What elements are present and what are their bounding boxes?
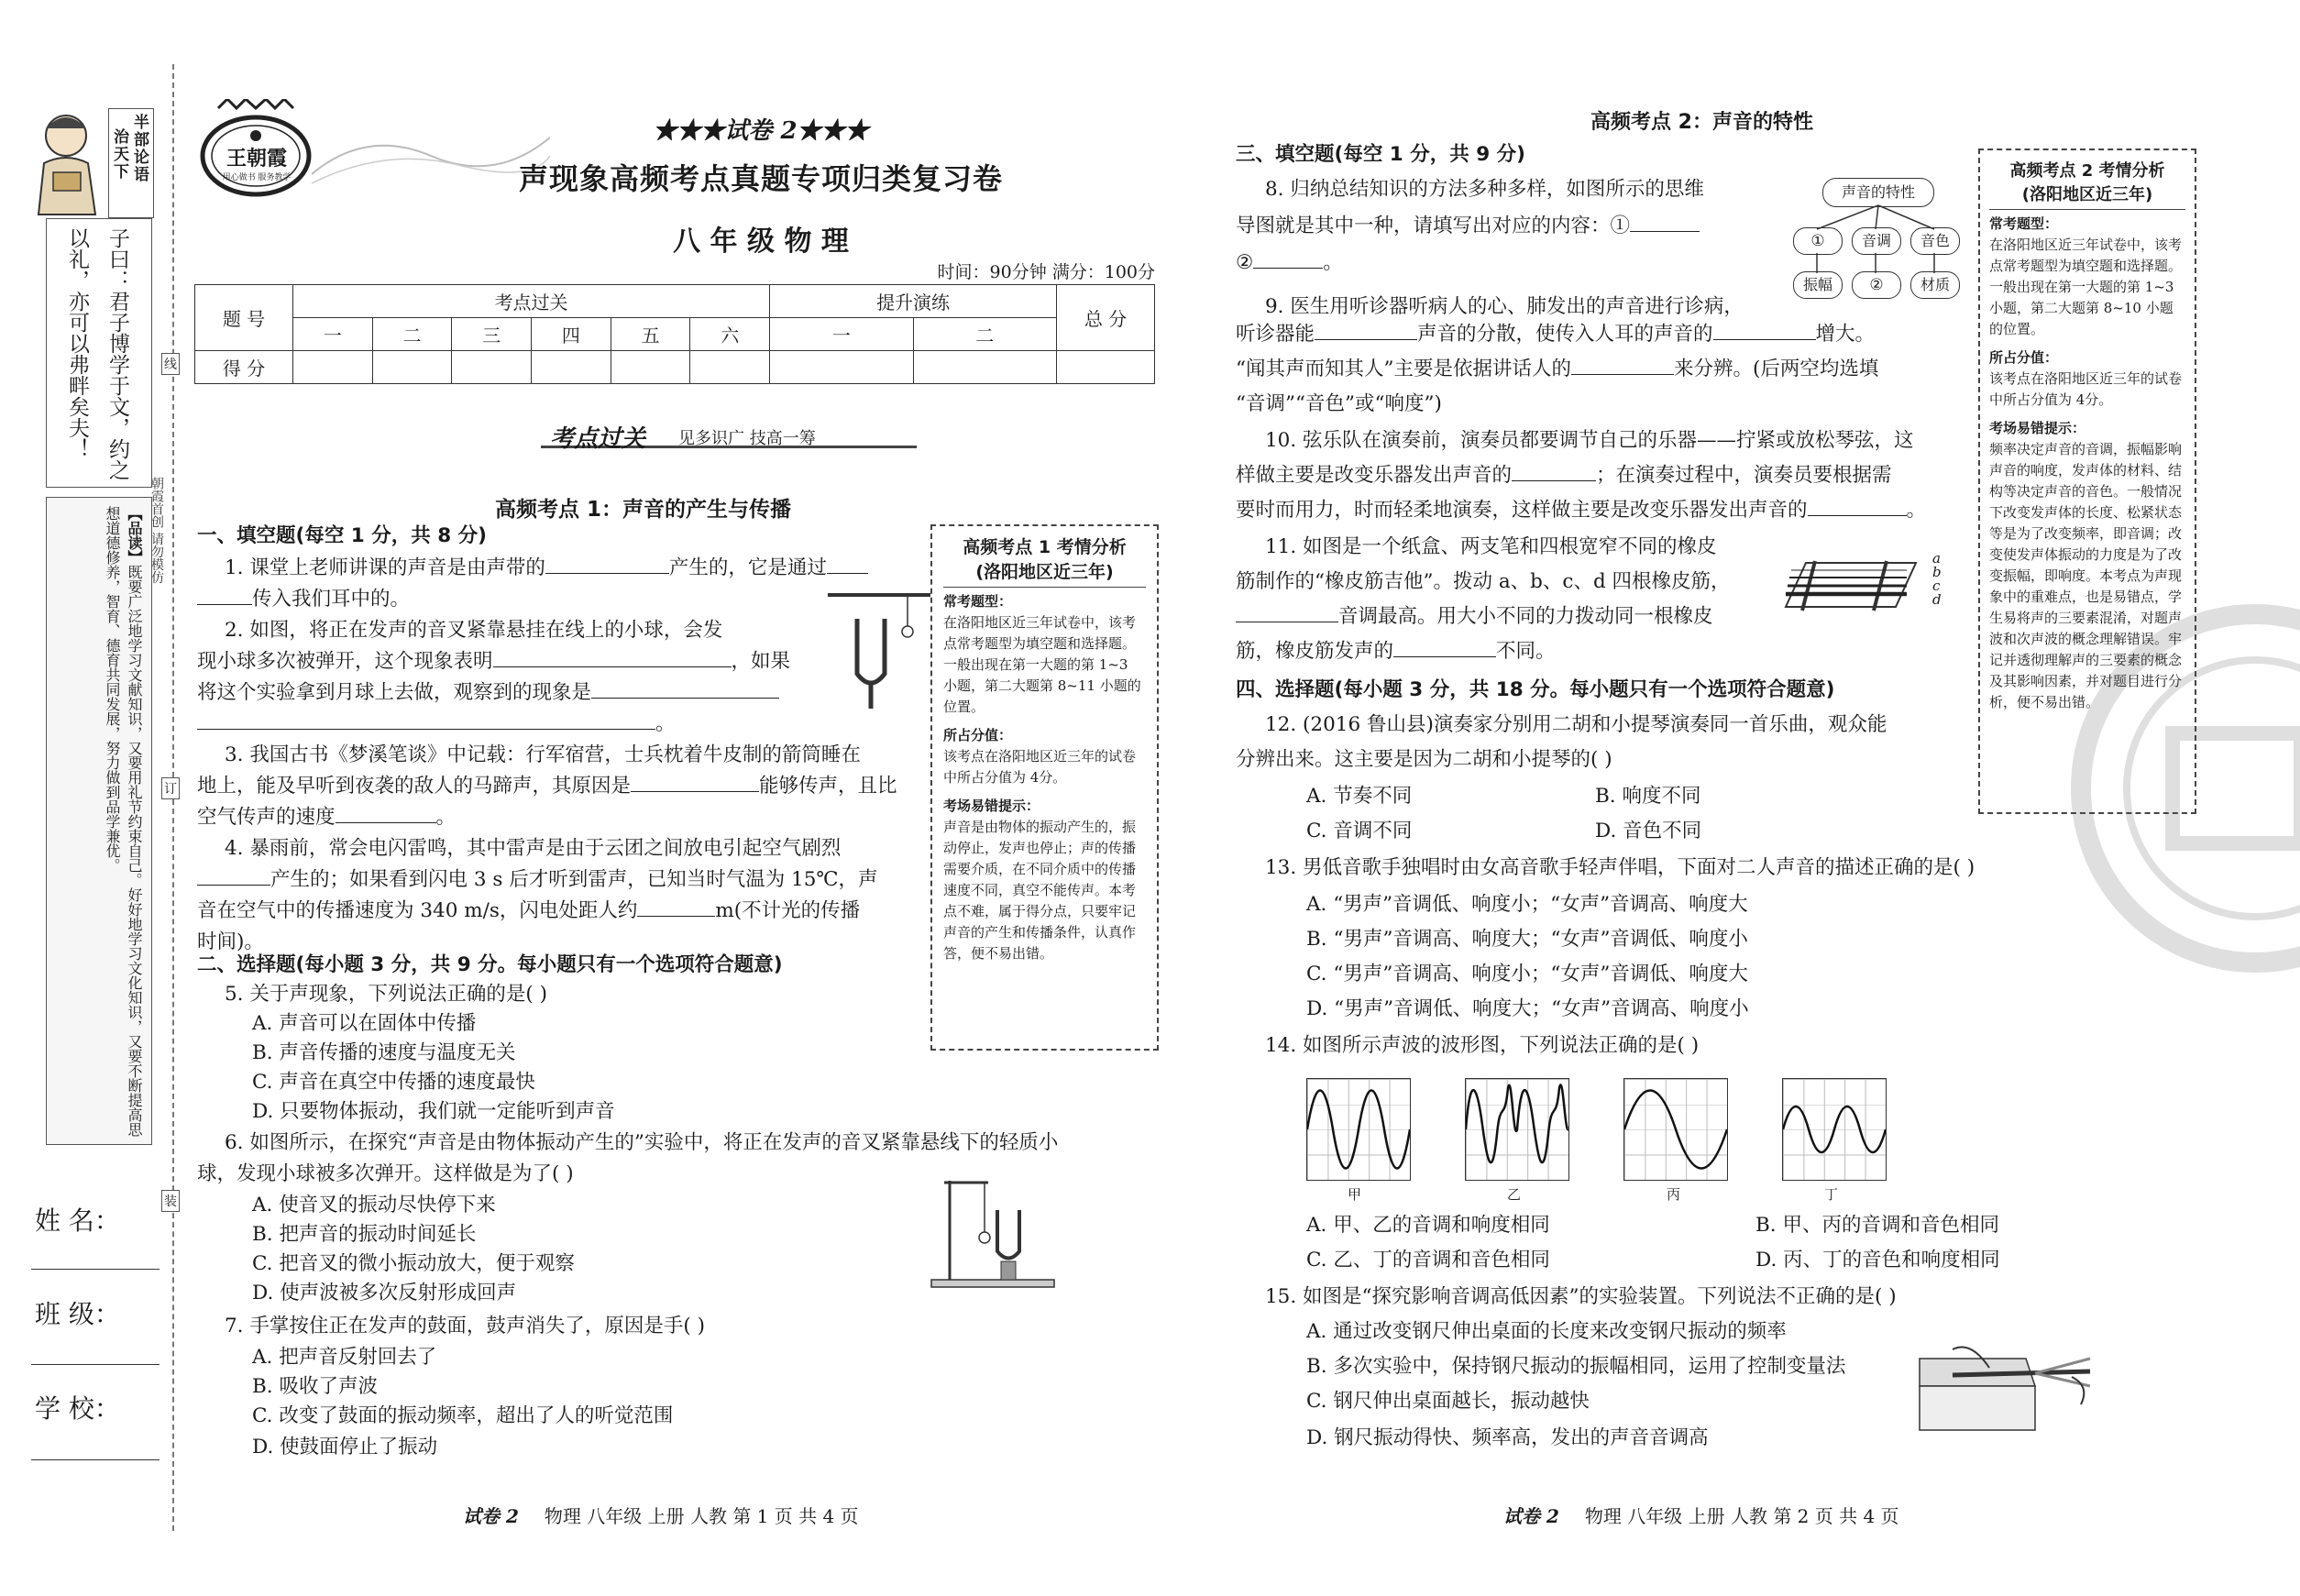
q2-text-b: 现小球多次被弹开，这个现象表明 — [197, 650, 493, 673]
pindu-text — [53, 506, 145, 1139]
col-5: 五 — [611, 318, 690, 351]
analysis-1-h2: 所占分值： — [943, 727, 1013, 743]
part-3-heading: 三、填空题(每空 1 分，共 9 分) — [1236, 143, 1526, 166]
q2 — [225, 615, 921, 646]
q1-text-a: 1. 课堂上老师讲课的声音是由声带的 — [225, 556, 545, 579]
mind-map — [1782, 174, 1975, 303]
q5-option-a[interactable]: A. 声音可以在固体中传播 — [252, 1012, 477, 1035]
guitar-label-b: b — [1932, 564, 1942, 580]
q6-option-b[interactable]: B. 把声音的振动时间延长 — [252, 1223, 477, 1246]
col-6: 六 — [690, 318, 770, 351]
q7-option-c[interactable]: C. 改变了鼓面的振动频率，超出了人的听觉范围 — [252, 1404, 674, 1427]
q11-text-e: 不同。 — [1496, 640, 1556, 663]
q8-line3 — [1236, 248, 1343, 279]
analysis-2-h2: 所占分值： — [1989, 349, 2059, 366]
wave-label-yi: 乙 — [1507, 1186, 1522, 1203]
q11-blank-2[interactable] — [1393, 656, 1496, 657]
q10-text-b: 样做主要是改变乐器发出声音的 — [1236, 464, 1513, 487]
q4-blank-2[interactable] — [637, 916, 715, 917]
q5-option-d[interactable]: D. 只要物体振动，我们就一定能听到声音 — [252, 1100, 615, 1123]
q12-option-a[interactable]: A. 节奏不同 — [1306, 785, 1413, 808]
q4-line4: 时间)。 — [197, 930, 264, 953]
topic-1-heading: 高频考点 1：声音的产生与传播 — [495, 498, 792, 522]
q14-option-c[interactable]: C. 乙、丁的音调和音色相同 — [1306, 1249, 1550, 1271]
q8: 8. 归纳总结知识的方法多种多样，如图所示的思维 — [1265, 178, 1704, 201]
q11: 11. 如图是一个纸盒、两支笔和四根宽窄不同的橡皮 — [1265, 535, 1717, 558]
group-tisheng: 提升演练 — [770, 285, 1057, 318]
wave-label-ding: 丁 — [1824, 1186, 1839, 1203]
q2-line2 — [197, 646, 894, 677]
q11-line3 — [1236, 601, 1713, 633]
pindu-label: 【品读】 — [126, 506, 143, 565]
mind-map-leaf-2: ② — [1852, 271, 1901, 299]
score-cell-7[interactable] — [770, 351, 913, 384]
section-banner — [541, 424, 926, 451]
mind-map-node-3: 音色 — [1910, 227, 1960, 255]
q4-blank-1[interactable] — [197, 885, 270, 886]
q9-text-e: “闻其声而知其人”主要是依据讲话人的 — [1236, 358, 1571, 380]
q14: 14. 如图所示声波的波形图，下列说法正确的是( ) — [1265, 1034, 1700, 1057]
col-1: 一 — [293, 318, 373, 351]
group-kaodian: 考点过关 — [293, 285, 770, 318]
q11-text-d: 筋，橡皮筋发声的 — [1236, 640, 1394, 663]
q3-text-b: 地上，能及早听到夜袭的敌人的马蹄声，其原因是 — [197, 775, 632, 798]
left-footer — [463, 1502, 859, 1528]
analysis-2-t2: 该考点在洛阳地区近三年的试卷中所占分值为 4分。 — [1989, 370, 2183, 408]
analysis-1-subtitle: (洛阳地区近三年) — [975, 562, 1114, 582]
q15: 15. 如图是“探究影响音调高低因素”的实验装置。下列说法不正确的是( ) — [1265, 1285, 1897, 1308]
q3-blank-1[interactable] — [631, 791, 759, 792]
q2-blank-2a[interactable] — [591, 698, 779, 699]
q10-blank-1[interactable] — [1512, 480, 1596, 481]
binding-mark-2: 订 — [161, 777, 180, 799]
part-4-heading: 四、选择题(每小题 3 分，共 18 分。每小题只有一个选项符合题意) — [1236, 678, 1835, 701]
right-footer — [1503, 1502, 1899, 1528]
q9-blank-2[interactable] — [1713, 339, 1816, 340]
paper-number: ★★★试卷 2★★★ — [653, 117, 869, 145]
score-cell-6[interactable] — [690, 351, 770, 384]
q9-blank-1[interactable] — [1315, 339, 1417, 340]
part-1-heading: 一、填空题(每空 1 分，共 8 分) — [197, 524, 488, 547]
q1-blank-1[interactable] — [545, 573, 669, 574]
q9-blank-3[interactable] — [1571, 374, 1674, 375]
total-label: 总 分 — [1057, 285, 1155, 351]
analysis-box-1 — [930, 524, 1159, 1051]
q10-line3 — [1236, 495, 1926, 526]
vertical-note: 朝霞首创 请勿模仿 — [149, 477, 164, 584]
analysis-1-t2: 该考点在洛阳地区近三年的试卷中所占分值为 4分。 — [943, 748, 1137, 786]
q2-text-c: ，如果 — [731, 650, 791, 673]
mind-map-leaf-1: 振幅 — [1793, 271, 1843, 299]
mind-map-node-1: ① — [1793, 227, 1843, 255]
part-2-heading: 二、选择题(每小题 3 分，共 9 分。每小题只有一个选项符合题意) — [197, 953, 783, 976]
class-field[interactable] — [31, 1364, 160, 1365]
q13-option-b[interactable]: B. “男声”音调高、响度大；“女声”音调低、响度小 — [1306, 928, 1748, 951]
q2-text-a: 2. 如图，将正在发声的音叉紧靠悬挂在线上的小球，会发 — [225, 619, 723, 642]
q5: 5. 关于声现象，下列说法正确的是( ) — [225, 983, 547, 1006]
q15-option-a[interactable]: A. 通过改变钢尺伸出桌面的长度来改变钢尺振动的频率 — [1306, 1320, 1787, 1343]
q12: 12. (2016 鲁山县)演奏家分别用二胡和小提琴演奏同一首乐曲，观众能 — [1265, 713, 1887, 736]
binding-mark-3: 装 — [161, 1190, 180, 1212]
analysis-1-h1: 常考题型： — [943, 593, 1013, 610]
motto-line-2: 治天下 — [110, 128, 128, 181]
analysis-2-h3: 考场易错提示： — [1989, 420, 2086, 436]
pindu-body: 既要广泛地学习文献知识，又要用礼节约束自己。好好地学习文化知识，又要不断提高思想道德修养，智育、德育共同发展，努力做到品学兼优。 — [104, 506, 143, 1137]
q8-line2 — [1236, 211, 1700, 242]
wave-bing-curve — [1624, 1079, 1727, 1180]
guitar-label-a: a — [1932, 550, 1941, 567]
banner-title: 考点过关 — [550, 425, 646, 453]
score-cell-total[interactable] — [1057, 351, 1155, 384]
score-table-header-row — [195, 285, 1155, 318]
score-table-cols-row — [195, 318, 1155, 351]
analysis-2-title: 高频考点 2 考情分析 — [2009, 161, 2165, 181]
q1-text-b: 产生的，它是通过 — [668, 556, 827, 579]
q9-text-b: 听诊器能 — [1236, 323, 1315, 346]
mind-map-leaf-3: 材质 — [1910, 271, 1960, 299]
q3-blank-2[interactable] — [336, 822, 436, 823]
q12-option-d[interactable]: D. 音色不同 — [1595, 820, 1702, 842]
q8-text-b: 导图就是其中一种，请填写出对应的内容：① — [1236, 215, 1631, 237]
time-info: 时间：90分钟 满分：100分 — [937, 262, 1155, 282]
analysis-1-t3: 声音是由物体的振动产生的，振动停止，发声也停止；声的传播需要介质，在不同介质中的传播速度不同，真空不能传声。本考点不难，属于得分点，只要牢记声音的产生和传播条件，认真作答，便不易出错。 — [943, 819, 1137, 962]
q1 — [225, 553, 921, 584]
score-cell-2[interactable] — [372, 351, 452, 384]
q6-option-c[interactable]: C. 把音叉的微小振动放大，便于观察 — [252, 1252, 575, 1275]
q8-text-d: 。 — [1323, 251, 1343, 274]
motto-line-1: 半部论语 — [130, 114, 149, 183]
score-cell-4[interactable] — [532, 351, 611, 384]
col-2: 二 — [372, 318, 452, 351]
q7-option-b[interactable]: B. 吸收了声波 — [252, 1375, 378, 1398]
score-cell-1[interactable] — [293, 351, 373, 384]
q11-line2: 筋制作的“橡皮筋吉他”。拨动 a、b、c、d 四根橡皮筋， — [1236, 570, 1731, 593]
q4-line2 — [197, 864, 930, 896]
col-3: 三 — [452, 318, 532, 351]
steel-ruler-figure — [1916, 1331, 2099, 1432]
q4: 4. 暴雨前，常会电闪雷鸣，其中雷声是由于云团之间放电引起空气剧烈 — [225, 837, 842, 860]
q10-text-d: 要时而用力，时而轻柔地演奏，这样做主要是改变乐器发出声音的 — [1236, 499, 1808, 522]
q15-option-c[interactable]: C. 钢尺伸出桌面越长，振动越快 — [1306, 1390, 1590, 1413]
q1-line2 — [197, 584, 894, 615]
q3-text-c: 能够传声，且比 — [759, 775, 897, 798]
q7-option-d[interactable]: D. 使鼓面停止了振动 — [252, 1436, 438, 1458]
q12-option-c[interactable]: C. 音调不同 — [1306, 820, 1413, 842]
q2-text-d: 将这个实验拿到月球上去做，观察到的现象是 — [197, 681, 592, 704]
analysis-1-t1: 在洛阳地区近三年试卷中，该考点常考题型为填空题和选择题。一般出现在第一大题的第 1~3 小题，第二大题第 8~11 小题的位置。 — [943, 614, 1141, 715]
q9-text-f: 来分辨。(后两空均选填 — [1674, 358, 1879, 380]
mind-map-node-2: 音调 — [1852, 227, 1901, 255]
q13-option-d[interactable]: D. “男声”音调低、响度大；“女声”音调高、响度小 — [1306, 997, 1749, 1020]
q9-text-d: 增大。 — [1815, 323, 1876, 346]
wave-label-jia: 甲 — [1348, 1186, 1362, 1203]
q6: 6. 如图所示，在探究“声音是由物体振动产生的”实验中，将正在发声的音叉紧靠悬线下的轻质小 — [225, 1131, 1059, 1154]
brand-slogan: 用心做书 服务教学 — [222, 173, 292, 182]
class-label: 班 级： — [35, 1299, 120, 1329]
q11-line4 — [1236, 636, 1556, 667]
tuning-fork-ball-figure — [820, 591, 940, 710]
q3-line2 — [197, 771, 930, 802]
q13: 13. 男低音歌手独唱时由女高音歌手轻声伴唱，下面对二人声音的描述正确的是( ) — [1265, 856, 1975, 879]
col-8: 二 — [913, 318, 1056, 351]
paper-title: 声现象高频考点真题专项归类复习卷 — [518, 161, 1003, 196]
binding-mark-1: 线 — [161, 353, 180, 375]
wave-ding — [1782, 1078, 1887, 1181]
right-footer-paper: 试卷 2 — [1503, 1505, 1559, 1527]
q2-line4 — [197, 709, 894, 740]
q6-line2: 球，发现小球被多次弹开。这样做是为了( ) — [197, 1162, 574, 1185]
analysis-2-t3: 频率决定声音的音调，振幅影响声音的响度，发声体的材料、结构等决定声音的音色。一般情况下改变发声体的长度、松紧状态等是为了改变频率，即音调；改变使发声体振动的力度是为了改变振幅，即响度。本考点为声现象中的重难点，也是易错点，学生易将声的三要素混淆，对题声波和次声波的概念理解错误。牢记并透彻理解声的三要素的概念及其影响因素，并对题目进行分析，便不易出错。 — [1989, 441, 2183, 710]
q15-option-d[interactable]: D. 钢尺振动得快、频率高，发出的声音音调高 — [1306, 1426, 1709, 1449]
q9-text-c: 声音的分散，使传入人耳的声音的 — [1417, 323, 1713, 346]
q4-text-c: 音在空气中的传播速度为 340 m/s，闪电处距人约 — [197, 899, 638, 922]
q7-option-a[interactable]: A. 把声音反射回去了 — [252, 1346, 437, 1369]
q8-text-c: ② — [1236, 251, 1254, 274]
q4-text-d: m(不计光的传播 — [715, 899, 861, 922]
q9-line3 — [1236, 354, 1878, 385]
rubber-band-guitar-figure — [1778, 552, 1934, 625]
q5-option-c[interactable]: C. 声音在真空中传播的速度最快 — [252, 1071, 535, 1094]
col-7: 一 — [770, 318, 913, 351]
mind-map-root: 声音的特性 — [1822, 178, 1934, 207]
q9: 9. 医生用听诊器听病人的心、肺发出的声音进行诊病， — [1265, 295, 1744, 318]
q10-blank-2[interactable] — [1808, 515, 1907, 516]
q15-option-b[interactable]: B. 多次实验中，保持钢尺振动的振幅相同，运用了控制变量法 — [1306, 1355, 1846, 1378]
q14-option-a[interactable]: A. 甲、乙的音调和响度相同 — [1306, 1214, 1550, 1237]
topic-2-heading: 高频考点 2：声音的特性 — [1590, 111, 1813, 134]
name-label: 姓 名： — [35, 1205, 120, 1236]
wave-yi — [1465, 1078, 1569, 1181]
confucius-quote: 子曰：君子博学于文，约之以礼，亦可以弗畔矣夫！ — [65, 227, 129, 480]
score-cell-3[interactable] — [452, 351, 532, 384]
q12-option-b[interactable]: B. 响度不同 — [1595, 785, 1701, 808]
guitar-label-d: d — [1932, 591, 1942, 608]
analysis-1-h3: 考场易错提示： — [943, 798, 1040, 814]
q4-line3 — [197, 896, 930, 927]
q7: 7. 手掌按住正在发声的鼓面，鼓声消失了，原因是手( ) — [225, 1315, 705, 1337]
col-4: 四 — [532, 318, 611, 351]
q10: 10. 弦乐队在演奏前，演奏员都要调节自己的乐器——拧紧或放松琴弦，这 — [1265, 429, 1914, 452]
grade-subject: 八 年 级 物 理 — [673, 226, 849, 258]
q10-text-c: ；在演奏过程中，演奏员要根据需 — [1596, 464, 1892, 487]
watermark-seal — [2063, 596, 2300, 981]
school-label: 学 校： — [35, 1393, 120, 1424]
q2-text-e: 。 — [655, 712, 676, 735]
q12-line2: 分辨出来。这主要是因为二胡和小提琴的( ) — [1236, 748, 1612, 771]
q9-line2 — [1236, 319, 1875, 350]
q3-text-e: 。 — [435, 806, 457, 829]
wave-jia — [1306, 1078, 1411, 1181]
q9-line4: “音调”“音色”或“响度”) — [1236, 392, 1442, 415]
q3: 3. 我国古书《梦溪笔谈》中记载：行军宿营，士兵枕着牛皮制的箭筒睡在 — [225, 743, 861, 766]
q1-blank-2b[interactable] — [197, 604, 252, 605]
wave-bing — [1623, 1078, 1728, 1181]
wave-jia-curve — [1307, 1079, 1410, 1180]
left-footer-paper: 试卷 2 — [463, 1505, 519, 1527]
score-table-score-row — [195, 351, 1155, 384]
school-field[interactable] — [31, 1459, 160, 1460]
q13-option-c[interactable]: C. “男声”音调高、响度小；“女声”音调低、响度大 — [1306, 963, 1748, 985]
left-footer-info: 物理 八年级 上册 人教 第 1 页 共 4 页 — [544, 1505, 859, 1527]
q8-blank-2[interactable] — [1253, 268, 1323, 269]
analysis-2-t1: 在洛阳地区近三年试卷中，该考点常考题型为填空题和选择题。一般出现在第一大题的第 1~3 小题，第二大题第 8~10 小题的位置。 — [1989, 237, 2183, 337]
right-footer-info: 物理 八年级 上册 人教 第 2 页 共 4 页 — [1584, 1505, 1899, 1527]
score-cell-8[interactable] — [913, 351, 1056, 384]
wave-ding-curve — [1783, 1079, 1886, 1180]
question-number-label: 题 号 — [195, 285, 293, 351]
wave-yi-curve — [1466, 1079, 1568, 1180]
score-label: 得 分 — [195, 351, 293, 384]
q8-blank-1[interactable] — [1630, 231, 1700, 232]
banner-subtitle: 见多识广 技高一筹 — [678, 429, 816, 448]
analysis-2-subtitle: (洛阳地区近三年) — [2021, 185, 2153, 204]
q5-option-b[interactable]: B. 声音传播的速度与温度无关 — [252, 1041, 516, 1064]
q6-option-a[interactable]: A. 使音叉的振动尽快停下来 — [252, 1194, 496, 1216]
score-table — [194, 284, 1155, 384]
sidebar — [0, 0, 177, 1596]
q3-line3 — [197, 802, 930, 833]
q6-option-d[interactable]: D. 使声波被多次反射形成回声 — [252, 1282, 517, 1304]
tuning-fork-stand-figure — [924, 1173, 1062, 1293]
analysis-2-h1: 常考题型： — [1989, 215, 2059, 232]
q3-text-d: 空气传声的速度 — [197, 806, 336, 829]
scholar-figure-icon — [31, 108, 103, 216]
q2-line3 — [197, 677, 894, 709]
name-field[interactable] — [31, 1269, 160, 1270]
wave-label-bing: 丙 — [1667, 1186, 1681, 1203]
analysis-1-title: 高频考点 1 考情分析 — [963, 537, 1127, 557]
q11-text-c: 音调最高。用大小不同的力拨动同一根橡皮 — [1338, 605, 1713, 628]
q10-text-e: 。 — [1906, 499, 1927, 522]
q2-blank-1[interactable] — [493, 666, 732, 667]
q2-blank-2b[interactable] — [197, 729, 655, 730]
q1-text-c: 传入我们耳中的。 — [252, 588, 411, 611]
brand-name: 王朝霞 — [226, 148, 287, 171]
q10-line2 — [1236, 460, 1892, 491]
q13-option-a[interactable]: A. “男声”音调低、响度小；“女声”音调高、响度大 — [1306, 893, 1748, 916]
guitar-label-c: c — [1932, 578, 1941, 594]
q4-text-b: 产生的；如果看到闪电 3 s 后才听到雷声，已知当时气温为 15℃，声 — [270, 868, 878, 891]
q14-option-d[interactable]: D. 丙、丁的音色和响度相同 — [1755, 1249, 2000, 1271]
q1-blank-2a[interactable] — [827, 573, 868, 574]
q14-option-b[interactable]: B. 甲、丙的音调和音色相同 — [1755, 1214, 1999, 1237]
score-cell-5[interactable] — [611, 351, 690, 384]
